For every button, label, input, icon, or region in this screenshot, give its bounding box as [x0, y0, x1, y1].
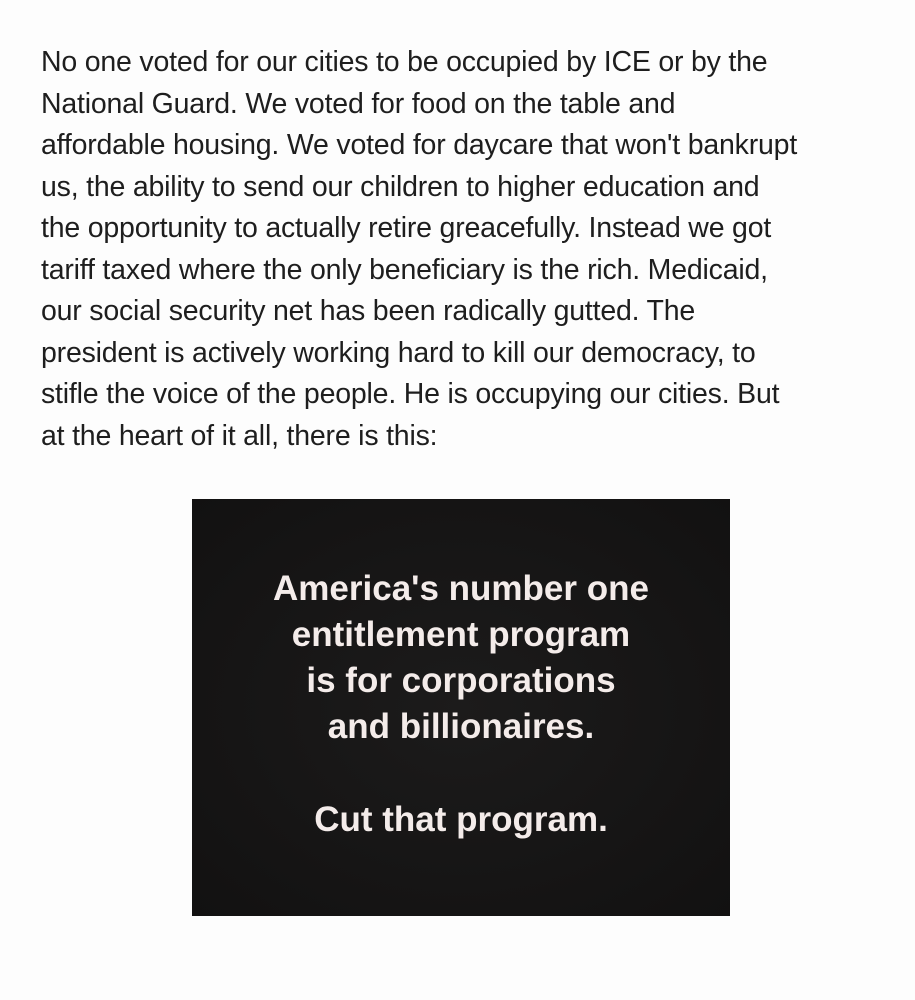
post-body-line: tariff taxed where the only beneficiary is the rich. Medicaid,: [41, 253, 768, 286]
post-body-line: at the heart of it all, there is this:: [41, 419, 438, 452]
meme-headline-line: is for corporations: [306, 661, 616, 700]
meme-headline: [192, 566, 730, 750]
post-body-line: stifle the voice of the people. He is occupying our cities. But: [41, 378, 780, 410]
post-body-line: National Guard. We voted for food on the table and: [41, 87, 676, 120]
post-body-line: the opportunity to actually retire greacefully. Instead we got: [41, 212, 772, 244]
post-body-line: our social security net has been radically gutted. The: [41, 295, 696, 327]
post-body-line: us, the ability to send our children to higher education and: [41, 170, 760, 203]
meme-headline-line: and billionaires.: [327, 707, 595, 746]
meme-headline-line: America's number one: [273, 569, 649, 608]
post-body-text: [41, 42, 891, 457]
meme-headline-line: entitlement program: [291, 615, 631, 654]
post-body-line: No one voted for our cities to be occupied by ICE or by the: [41, 46, 768, 78]
meme-image[interactable]: [192, 499, 730, 916]
post-body-line: president is actively working hard to kill our democracy, to: [41, 336, 756, 369]
post-body-line: affordable housing. We voted for daycare that won't bankrupt: [41, 129, 798, 161]
meme-tagline: Cut that program.: [314, 800, 608, 839]
